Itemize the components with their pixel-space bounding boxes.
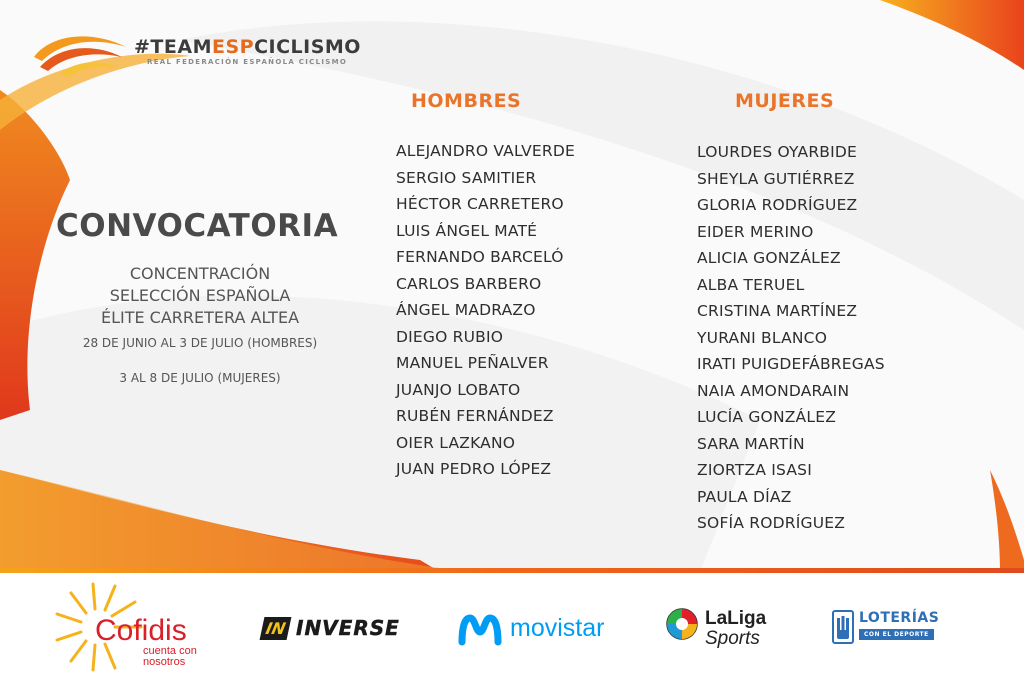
dates-men: 28 DE JUNIO AL 3 DE JULIO (HOMBRES) [82, 336, 318, 350]
men-name: RUBÉN FERNÁNDEZ [396, 407, 554, 425]
laliga-name: LaLiga [705, 608, 767, 629]
sponsor-cofidis [55, 590, 225, 670]
laliga-sub: Sports [705, 628, 760, 649]
women-list [697, 139, 885, 537]
men-name: LUIS ÁNGEL MATÉ [396, 221, 538, 240]
men-name: FERNANDO BARCELÓ [396, 248, 564, 266]
sponsor-movistar [458, 590, 628, 670]
men-name: ÁNGEL MADRAZO [396, 301, 536, 319]
women-name: SARA MARTÍN [697, 434, 805, 453]
women-name: LUCÍA GONZÁLEZ [697, 408, 837, 426]
cofidis-tagline: cuenta con nosotros [143, 645, 197, 668]
men-name: MANUEL PEÑALVER [396, 354, 549, 372]
men-name: HÉCTOR CARRETERO [396, 195, 564, 213]
inverse-badge: IN [260, 617, 292, 640]
women-name: IRATI PUIGDEFÁBREGAS [697, 355, 885, 373]
rfec-logo-icon [30, 27, 130, 77]
men-name: SERGIO SAMITIER [396, 168, 537, 187]
convocatoria-line-1: CONCENTRACIÓN [129, 264, 271, 283]
women-name: CRISTINA MARTÍNEZ [697, 302, 858, 320]
cofidis-name: Cofidis [95, 614, 187, 647]
women-name: SHEYLA GUTIÉRREZ [697, 169, 855, 188]
convocatoria-line-2: SELECCIÓN ESPAÑOLA [109, 286, 291, 305]
women-name: YURANI BLANCO [697, 328, 828, 347]
loterias-sub: CON EL DEPORTE [859, 629, 934, 640]
sponsor-inverse [262, 590, 412, 670]
inverse-name: INVERSE [296, 616, 400, 640]
convocatoria-title: CONVOCATORIA [56, 208, 339, 244]
loterias-name: LOTERÍAS [859, 610, 940, 626]
sponsor-loterias [832, 590, 962, 670]
brand-title: #TEAMESPCICLISMO [134, 36, 361, 58]
men-name: ALEJANDRO VALVERDE [396, 142, 576, 160]
men-name: CARLOS BARBERO [396, 274, 542, 293]
men-heading: HOMBRES [411, 90, 522, 112]
convocatoria-line-3: ÉLITE CARRETERA ALTEA [100, 308, 300, 327]
women-name: EIDER MERINO [697, 222, 814, 241]
movistar-m-icon [458, 614, 502, 646]
sponsor-laliga [665, 590, 795, 670]
women-name: SOFÍA RODRÍGUEZ [697, 514, 846, 532]
women-name: NAIA AMONDARAIN [697, 381, 850, 400]
dates-women: 3 AL 8 DE JULIO (MUJERES) [119, 371, 281, 385]
women-name: GLORIA RODRÍGUEZ [697, 196, 858, 214]
movistar-name: movistar [510, 614, 605, 642]
women-name: ALICIA GONZÁLEZ [697, 249, 841, 267]
men-name: DIEGO RUBIO [396, 327, 504, 346]
women-name: ZIORTZA ISASI [697, 461, 812, 479]
divider-band [0, 568, 1024, 573]
men-name: JUAN PEDRO LÓPEZ [396, 460, 552, 478]
women-heading: MUJERES [735, 90, 835, 112]
women-name: LOURDES OYARBIDE [697, 143, 858, 161]
loterias-hand-icon [832, 610, 854, 644]
men-name: OIER LAZKANO [396, 433, 516, 452]
brand-subtitle: REAL FEDERACIÓN ESPAÑOLA CICLISMO [147, 58, 348, 66]
laliga-ball-icon [665, 606, 699, 642]
men-name: JUANJO LOBATO [396, 380, 521, 399]
men-list [396, 138, 575, 483]
women-name: ALBA TERUEL [697, 275, 805, 294]
women-name: PAULA DÍAZ [697, 487, 792, 506]
